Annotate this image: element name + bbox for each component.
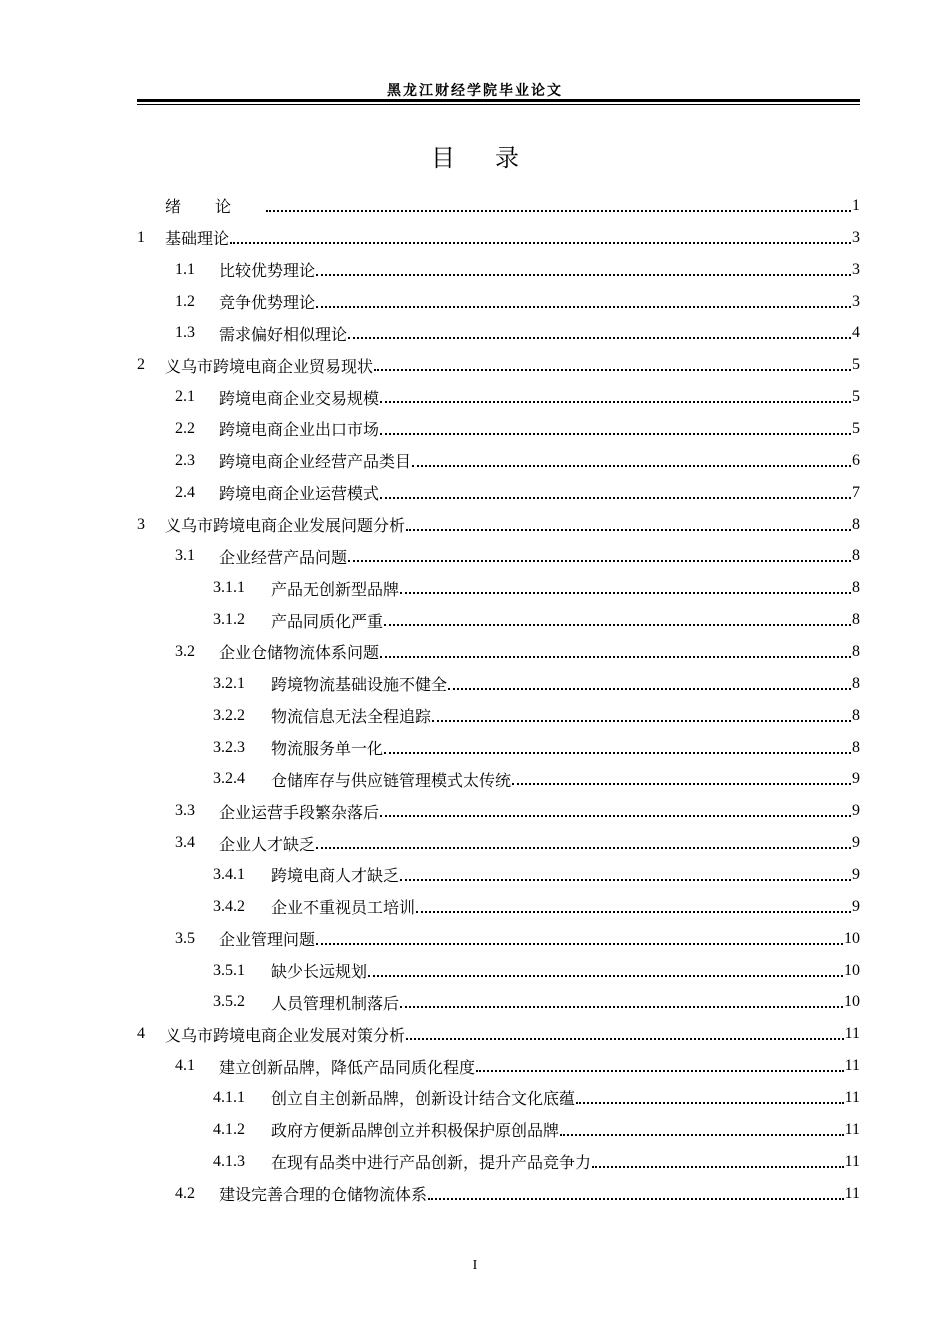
toc-entry-title: 企业仓储物流体系问题: [219, 643, 380, 663]
toc-dot-leader: [380, 656, 851, 658]
toc-entry-page: 8: [852, 642, 860, 660]
toc-entry-number: 3.2.3: [213, 738, 245, 756]
toc-entry[interactable]: [137, 891, 860, 923]
toc-entry-title: 建设完善合理的仓储物流体系: [219, 1185, 428, 1205]
toc-entry-page: 11: [844, 1120, 860, 1138]
table-of-contents: [137, 190, 860, 1210]
toc-dot-leader: [380, 497, 851, 499]
toc-entry-number: 3.2.2: [213, 706, 245, 724]
toc-entry-title: 跨境物流基础设施不健全: [271, 675, 448, 695]
toc-entry-title: 跨境电商企业运营模式: [219, 484, 380, 504]
toc-dot-leader: [400, 592, 851, 594]
toc-entry-page: 8: [852, 674, 860, 692]
toc-entry-page: 3: [852, 292, 860, 310]
toc-entry-title: 政府方便新品牌创立并积极保护原创品牌: [271, 1121, 560, 1141]
header-title: 黑龙江财经学院毕业论文: [387, 83, 563, 99]
toc-entry[interactable]: [137, 540, 860, 572]
toc-entry-number: 3.5.2: [213, 993, 245, 1011]
toc-entry-page: 9: [852, 834, 860, 852]
toc-entry-number: 3.1.2: [213, 611, 245, 629]
toc-entry-title: 跨境电商企业交易规模: [219, 388, 380, 408]
toc-entry-page: 11: [844, 1088, 860, 1106]
toc-entry-page: 10: [844, 961, 860, 979]
toc-entry-page: 3: [852, 228, 860, 246]
toc-entry-title: 义乌市跨境电商企业贸易现状: [165, 356, 374, 376]
toc-entry-number: 4.1.3: [213, 1152, 245, 1170]
toc-entry[interactable]: [137, 445, 860, 477]
toc-dot-leader: [316, 943, 843, 945]
toc-entry-title: 企业管理问题: [219, 930, 316, 950]
toc-dot-leader: [476, 1070, 844, 1072]
toc-entry-title: 建立创新品牌，降低产品同质化程度: [219, 1057, 476, 1077]
toc-entry-title: 创立自主创新品牌，创新设计结合文化底蕴: [271, 1089, 576, 1109]
toc-dot-leader: [374, 369, 851, 371]
toc-entry-number: 3.2.4: [213, 770, 245, 788]
toc-entry-number: 3.1.1: [213, 579, 245, 597]
toc-dot-leader: [348, 560, 851, 562]
toc-dot-leader: [400, 879, 851, 881]
toc-entry-title: 企业不重视员工培训: [271, 898, 416, 918]
toc-entry[interactable]: [137, 1178, 860, 1210]
toc-entry-title: 物流信息无法全程追踪: [271, 707, 432, 727]
toc-entry[interactable]: [137, 604, 860, 636]
toc-dot-leader: [428, 1198, 844, 1200]
toc-entry[interactable]: [137, 827, 860, 859]
toc-entry[interactable]: [137, 190, 860, 222]
toc-entry-title: 需求偏好相似理论: [219, 324, 348, 344]
toc-entry-page: 11: [844, 1025, 860, 1043]
toc-dot-leader: [368, 975, 843, 977]
toc-entry[interactable]: [137, 795, 860, 827]
toc-dot-leader: [380, 401, 851, 403]
toc-entry-number: 2.4: [175, 483, 195, 501]
toc-entry-title: 产品同质化严重: [271, 611, 384, 631]
toc-entry[interactable]: [137, 636, 860, 668]
toc-entry-number: 3.5.1: [213, 961, 245, 979]
toc-entry[interactable]: [137, 317, 860, 349]
toc-entry-number: 3.2.1: [213, 674, 245, 692]
header-rule-thin: [137, 104, 860, 105]
toc-entry[interactable]: [137, 286, 860, 318]
toc-entry-page: 10: [844, 993, 860, 1011]
toc-entry[interactable]: [137, 349, 860, 381]
toc-dot-leader: [316, 274, 851, 276]
toc-entry-page: 8: [852, 611, 860, 629]
toc-entry-title: 竞争优势理论: [219, 293, 316, 312]
toc-dot-leader: [512, 783, 851, 785]
toc-entry-page: 9: [852, 802, 860, 820]
toc-entry[interactable]: [137, 413, 860, 445]
toc-entry-page: 9: [852, 897, 860, 915]
toc-entry[interactable]: [137, 923, 860, 955]
toc-entry-title: 比较优势理论: [219, 261, 316, 281]
toc-dot-leader: [576, 1102, 844, 1104]
toc-entry-number: 3.4.1: [213, 865, 245, 883]
toc-entry[interactable]: [137, 509, 860, 541]
toc-entry-number: 3: [137, 515, 145, 533]
toc-entry-number: 3.4.2: [213, 897, 245, 915]
toc-entry-title: 企业人才缺乏: [219, 834, 316, 854]
toc-entry-title: 企业运营手段繁杂落后: [219, 802, 380, 822]
toc-dot-leader: [266, 210, 851, 212]
toc-entry-page: 11: [844, 1152, 860, 1170]
toc-entry-title: 跨境电商企业出口市场: [219, 420, 380, 440]
toc-entry-title: 企业经营产品问题: [219, 547, 348, 567]
toc-dot-leader: [384, 752, 851, 754]
toc-entry[interactable]: [137, 222, 860, 254]
toc-dot-leader: [560, 1134, 844, 1136]
toc-entry-title: 跨境电商企业经营产品类目: [219, 452, 412, 472]
toc-entry-title: 在现有品类中进行产品创新，提升产品竞争力: [271, 1153, 592, 1173]
toc-entry-number: 1.2: [175, 292, 195, 310]
footer-page-number: I: [472, 1258, 478, 1273]
toc-dot-leader: [384, 624, 851, 626]
toc-entry-number: 4.1.1: [213, 1088, 245, 1106]
toc-entry-number: 4.1.2: [213, 1120, 245, 1138]
toc-entry-title: 缺少长远规划: [271, 962, 368, 982]
toc-entry-number: 4: [137, 1025, 145, 1043]
toc-entry[interactable]: [137, 1082, 860, 1114]
toc-dot-leader: [230, 242, 851, 244]
toc-entry-number: 1: [137, 228, 145, 246]
toc-dot-leader: [406, 1038, 844, 1040]
toc-dot-leader: [448, 688, 851, 690]
toc-entry-title: 义乌市跨境电商企业发展对策分析: [165, 1025, 406, 1045]
toc-entry-page: 5: [852, 388, 860, 406]
toc-entry-number: 3.4: [175, 834, 195, 852]
toc-entry-page: 8: [852, 515, 860, 533]
toc-entry[interactable]: [137, 1050, 860, 1082]
toc-dot-leader: [316, 306, 851, 308]
toc-entry-title: 产品无创新型品牌: [271, 579, 400, 599]
toc-entry-number: 3.3: [175, 802, 195, 820]
toc-entry[interactable]: [137, 700, 860, 732]
toc-entry-page: 5: [852, 356, 860, 374]
toc-entry-number: 3.5: [175, 929, 195, 947]
toc-entry-page: 3: [852, 260, 860, 278]
toc-entry-number: 2.2: [175, 419, 195, 437]
toc-entry-title: 物流服务单一化: [271, 739, 384, 759]
toc-entry-page: 10: [844, 929, 860, 947]
toc-entry[interactable]: [137, 668, 860, 700]
toc-entry[interactable]: [137, 732, 860, 764]
toc-entry-title: 人员管理机制落后: [271, 993, 400, 1013]
toc-entry[interactable]: [137, 859, 860, 891]
toc-entry-number: 2: [137, 356, 145, 374]
toc-entry-title: 义乌市跨境电商企业发展问题分析: [165, 516, 406, 536]
toc-entry-page: 1: [852, 196, 860, 214]
toc-entry-number: 2.1: [175, 388, 195, 406]
toc-entry-page: 9: [852, 865, 860, 883]
toc-entry-title: 仓储库存与供应链管理模式太传统: [271, 770, 512, 790]
toc-entry[interactable]: [137, 381, 860, 413]
toc-dot-leader: [380, 815, 851, 817]
toc-dot-leader: [400, 1006, 843, 1008]
toc-entry[interactable]: [137, 1018, 860, 1050]
toc-entry[interactable]: [137, 955, 860, 987]
toc-entry-number: 2.3: [175, 451, 195, 469]
toc-dot-leader: [412, 465, 851, 467]
toc-entry-page: 8: [852, 738, 860, 756]
toc-entry-title: 绪论: [165, 197, 266, 217]
toc-dot-leader: [432, 720, 851, 722]
toc-entry-page: 9: [852, 770, 860, 788]
toc-dot-leader: [316, 847, 851, 849]
toc-entry-page: 8: [852, 547, 860, 565]
toc-entry[interactable]: [137, 254, 860, 286]
toc-entry[interactable]: [137, 763, 860, 795]
toc-dot-leader: [406, 529, 851, 531]
toc-entry[interactable]: [137, 986, 860, 1018]
toc-entry[interactable]: [137, 1146, 860, 1178]
toc-title: 目录: [431, 144, 559, 172]
toc-entry-title: 基础理论: [165, 229, 230, 249]
toc-entry-page: 6: [852, 451, 860, 469]
toc-entry-page: 5: [852, 419, 860, 437]
toc-entry-page: 11: [844, 1184, 860, 1202]
toc-entry-page: 8: [852, 579, 860, 597]
header-rule-thick: [137, 99, 860, 102]
toc-entry[interactable]: [137, 572, 860, 604]
toc-dot-leader: [348, 337, 851, 339]
toc-entry-page: 11: [844, 1057, 860, 1075]
toc-entry-title: 跨境电商人才缺乏: [271, 866, 400, 886]
toc-entry-page: 7: [852, 483, 860, 501]
toc-entry[interactable]: [137, 477, 860, 509]
toc-entry-number: 1.3: [175, 324, 195, 342]
toc-entry-number: 4.1: [175, 1057, 195, 1075]
toc-entry-page: 8: [852, 706, 860, 724]
toc-entry-number: 3.2: [175, 642, 195, 660]
toc-entry-number: 3.1: [175, 547, 195, 565]
toc-entry-number: 1.1: [175, 260, 195, 278]
toc-entry[interactable]: [137, 1114, 860, 1146]
toc-entry-number: 4.2: [175, 1184, 195, 1202]
toc-dot-leader: [380, 433, 851, 435]
toc-dot-leader: [416, 911, 851, 913]
toc-dot-leader: [592, 1166, 844, 1168]
toc-entry-page: 4: [852, 324, 860, 342]
